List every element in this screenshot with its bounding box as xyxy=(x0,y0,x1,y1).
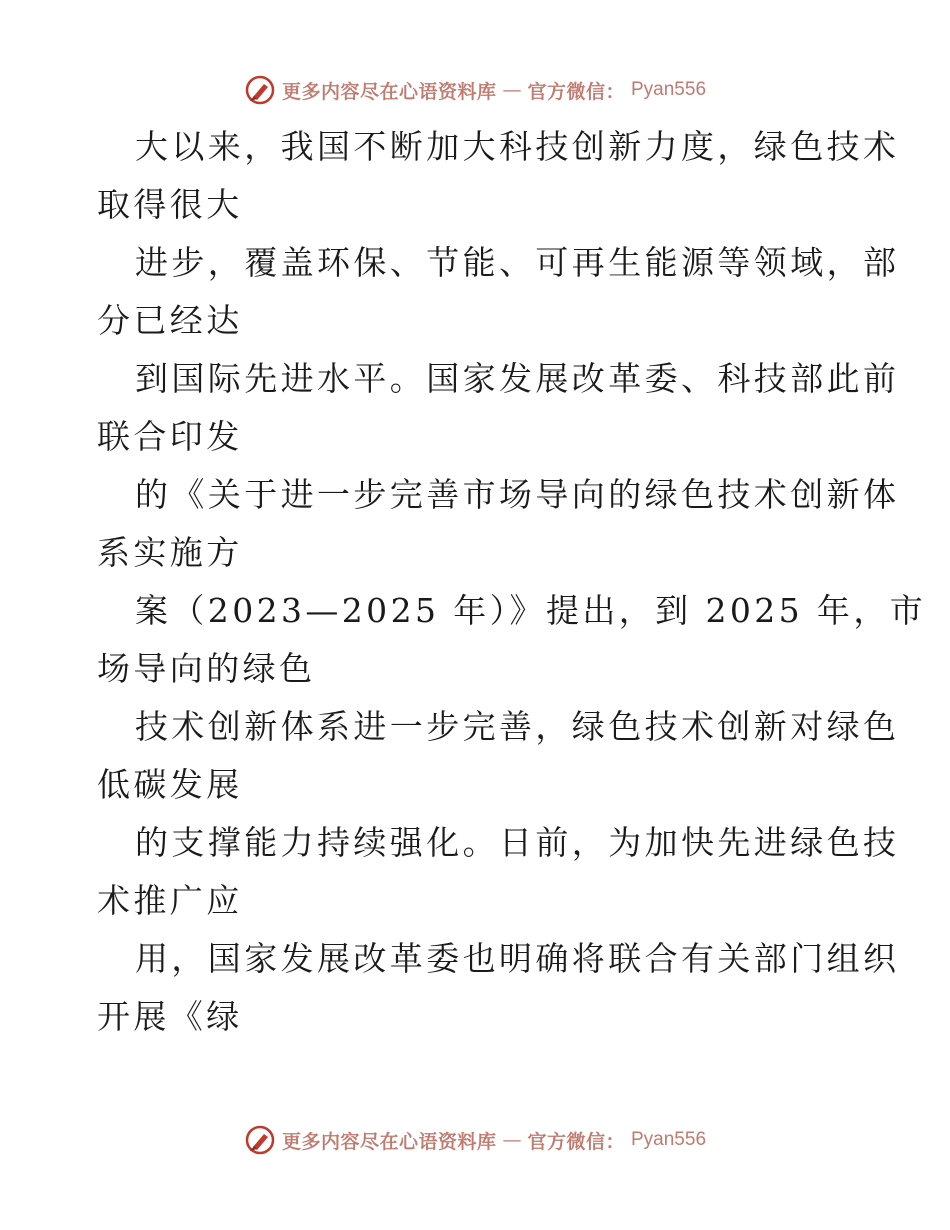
banner-contact-id: Pyan556 xyxy=(631,79,707,100)
text-line: 大以来，我国不断加大科技创新力度，绿色技术 xyxy=(135,127,900,166)
banner-separator: — xyxy=(502,79,522,101)
paragraph xyxy=(97,350,900,466)
paragraph xyxy=(97,814,900,930)
banner-text: 更多内容尽在心语资料库 xyxy=(281,80,497,103)
text-line: 联合印发 xyxy=(97,417,243,456)
text-line: 术推广应 xyxy=(97,881,243,920)
paragraph xyxy=(97,698,900,814)
banner-separator: — xyxy=(502,1129,522,1151)
paragraph xyxy=(97,234,900,350)
text-line: 用，国家发展改革委也明确将联合有关部门组织 xyxy=(135,939,900,978)
text-line: 场导向的绿色 xyxy=(97,649,316,688)
banner-contact-id: Pyan556 xyxy=(631,1129,707,1150)
text-line: 案（2023—2025 年）》提出，到 2025 年，市 xyxy=(135,591,927,630)
banner-text: 更多内容尽在心语资料库 xyxy=(281,1130,497,1153)
text-line: 取得很大 xyxy=(97,185,243,224)
text-line: 开展《绿 xyxy=(97,997,243,1036)
pen-nib-logo-icon xyxy=(244,1124,276,1156)
banner-contact-label: 官方微信： xyxy=(527,80,625,103)
paragraph xyxy=(97,582,927,698)
paragraph xyxy=(97,930,900,1046)
text-line: 技术创新体系进一步完善，绿色技术创新对绿色 xyxy=(135,707,900,746)
pen-nib-logo-icon xyxy=(244,74,276,106)
text-line: 到国际先进水平。国家发展改革委、科技部此前 xyxy=(135,359,900,398)
text-line: 低碳发展 xyxy=(97,765,243,804)
text-line: 系实施方 xyxy=(97,533,243,572)
text-line: 的支撑能力持续强化。日前，为加快先进绿色技 xyxy=(135,823,900,862)
paragraph xyxy=(97,118,900,234)
text-line: 的《关于进一步完善市场导向的绿色技术创新体 xyxy=(135,475,900,514)
header-watermark-banner xyxy=(0,70,950,110)
document-body xyxy=(97,118,927,1046)
text-line: 分已经达 xyxy=(97,301,243,340)
banner-contact-label: 官方微信： xyxy=(527,1130,625,1153)
text-line: 进步，覆盖环保、节能、可再生能源等领域，部 xyxy=(135,243,900,282)
footer-watermark-banner xyxy=(0,1120,950,1160)
paragraph xyxy=(97,466,900,582)
